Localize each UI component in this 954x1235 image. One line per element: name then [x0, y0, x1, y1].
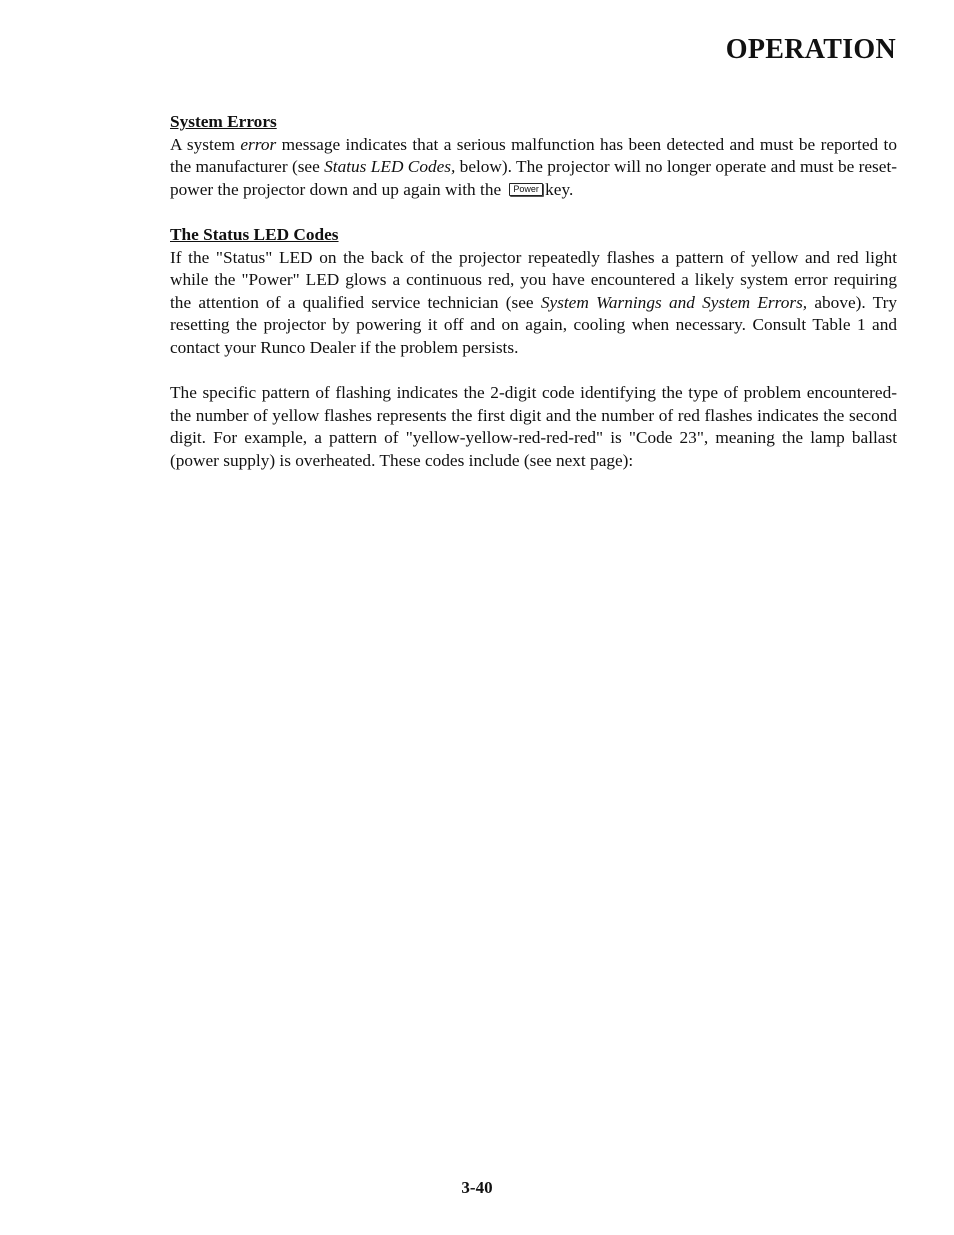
document-body	[170, 111, 897, 473]
status-led-p1-end: above). Try resetting the projector by powering it off and on again, cooling when necessary. Consult Table 1 and contact your Runco Dealer if the problem persists.	[170, 292, 897, 357]
system-errors-text-after-key: key.	[545, 179, 574, 199]
status-led-codes-reference: Status LED Codes,	[324, 157, 456, 177]
system-errors-text-start: A system	[170, 134, 241, 154]
system-errors-paragraph	[170, 134, 897, 202]
status-led-p1-start: If the "Status" LED on the back of the projector repeatedly flashes a pattern of yellow and red light while the "Power" LED glows a continuous red, you have encountered a likely system error requiring the attention of a qualified service technician (see	[170, 247, 897, 312]
system-errors-text-mid: message indicates that a serious malfunction has been detected and must be reported to the manufacturer (see	[170, 134, 897, 177]
system-warnings-reference: System Warnings and System Errors,	[540, 292, 808, 312]
section-heading-status-led-codes: The Status LED Codes	[170, 224, 339, 244]
system-errors-text-end: below). The projector will no longer operate and must be reset-power the projector down and up again with the	[170, 157, 897, 199]
page-number: 3-40	[461, 1178, 493, 1197]
status-led-paragraph-2: The specific pattern of flashing indicates the 2-digit code identifying the type of problem encountered-the number of yellow flashes represents the first digit and the number of red flashes indicates the second digit. For example, a pattern of "yellow-yellow-red-red-red" is "Code 23", meaning the lamp ballast (power supply) is overheated. These codes include (see next page):	[170, 383, 897, 470]
status-led-paragraph-1	[170, 247, 897, 360]
page-header-title: OPERATION	[725, 34, 896, 65]
power-key-icon: Power	[509, 183, 543, 196]
error-term: error	[240, 134, 277, 154]
section-heading-system-errors: System Errors	[170, 112, 277, 131]
